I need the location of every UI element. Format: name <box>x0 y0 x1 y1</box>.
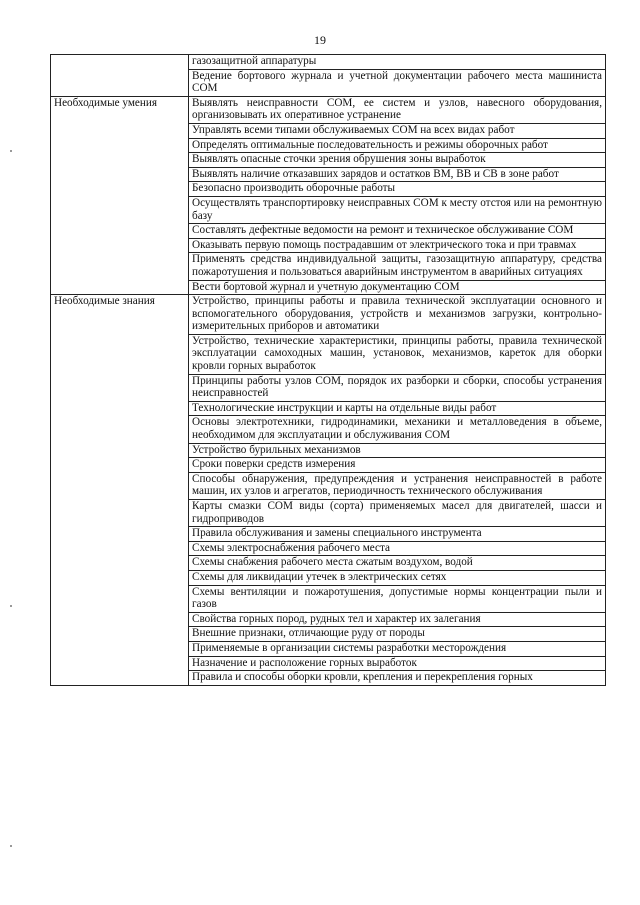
table-row <box>51 55 606 70</box>
skills-item: Составлять дефектные ведомости на ремонт и техническое обслуживание СОМ <box>189 224 606 239</box>
knowledge-item: Назначение и расположение горных выработок <box>189 656 606 671</box>
scan-mark <box>10 150 12 152</box>
knowledge-item: Схемы вентиляции и пожаротушения, допустимые нормы концентрации пыли и газов <box>189 585 606 612</box>
knowledge-item: Устройство бурильных механизмов <box>189 443 606 458</box>
requirements-table-body <box>51 55 606 686</box>
skills-item: Оказывать первую помощь пострадавшим от электрического тока и при травмах <box>189 238 606 253</box>
knowledge-item: Применяемые в организации системы разработки месторождения <box>189 641 606 656</box>
knowledge-item: Внешние признаки, отличающие руду от породы <box>189 627 606 642</box>
skills-item: Выявлять опасные сточки зрения обрушения зоны выработок <box>189 153 606 168</box>
knowledge-item: Правила и способы оборки кровли, крепления и перекрепления горных <box>189 671 606 686</box>
skills-item: Выявлять наличие отказавших зарядов и остатков ВМ, ВВ и СВ в зоне работ <box>189 167 606 182</box>
knowledge-item: Карты смазки СОМ виды (сорта) применяемых масел для двигателей, шасси и гидроприводов <box>189 500 606 527</box>
knowledge-item: Способы обнаружения, предупреждения и устранения неисправностей в работе машин, их узлов и агрегатов, периодичность технического обслуживания <box>189 472 606 499</box>
knowledge-item: Сроки поверки средств измерения <box>189 458 606 473</box>
table-row <box>51 96 606 123</box>
table-row <box>51 295 606 335</box>
skills-item: Осуществлять транспортировку неисправных СОМ к месту отстоя или на ремонтную базу <box>189 196 606 223</box>
skills-item: Вести бортовой журнал и учетную документацию СОМ <box>189 280 606 295</box>
knowledge-item: Схемы электроснабжения рабочего места <box>189 541 606 556</box>
page-number: 19 <box>314 33 326 47</box>
skills-item: Определять оптимальные последовательность и режимы оборочных работ <box>189 138 606 153</box>
skills-item: Безопасно производить оборочные работы <box>189 182 606 197</box>
continued-item: Ведение бортового журнала и учетной документации рабочего места машиниста СОМ <box>189 69 606 96</box>
skills-label: Необходимые умения <box>51 96 189 294</box>
continued-label <box>51 55 189 97</box>
knowledge-item: Схемы для ликвидации утечек в электрических сетях <box>189 570 606 585</box>
scan-mark <box>10 845 12 847</box>
knowledge-item: Устройство, принципы работы и правила технической эксплуатации основного и вспомогательного оборудования, устройств и механизмов загрузки, контрольно-измерительных приборов и автоматики <box>189 295 606 335</box>
knowledge-label: Необходимые знания <box>51 295 189 686</box>
knowledge-item: Основы электротехники, гидродинамики, механики и металловедения в объеме, необходимом для эксплуатации и обслуживания СОМ <box>189 416 606 443</box>
knowledge-item: Принципы работы узлов СОМ, порядок их разборки и сборки, способы устранения неисправностей <box>189 374 606 401</box>
knowledge-item: Правила обслуживания и замены специального инструмента <box>189 527 606 542</box>
continued-item: газозащитной аппаратуры <box>189 55 606 70</box>
knowledge-item: Устройство, технические характеристики, принципы работы, правила технической эксплуатации самоходных машин, установок, механизмов, кареток для оборки кровли горных выработок <box>189 334 606 374</box>
requirements-table <box>50 54 606 686</box>
knowledge-item: Схемы снабжения рабочего места сжатым воздухом, водой <box>189 556 606 571</box>
skills-item: Применять средства индивидуальной защиты, газозащитную аппаратуру, средства пожаротушения и пользоваться аварийным инструментом в аварийных ситуациях <box>189 253 606 280</box>
knowledge-item: Свойства горных пород, рудных тел и характер их залегания <box>189 612 606 627</box>
skills-item: Выявлять неисправности СОМ, ее систем и узлов, навесного оборудования, организовывать их оперативное устранение <box>189 96 606 123</box>
skills-item: Управлять всеми типами обслуживаемых СОМ на всех видах работ <box>189 123 606 138</box>
knowledge-item: Технологические инструкции и карты на отдельные виды работ <box>189 401 606 416</box>
scan-mark <box>10 605 12 607</box>
